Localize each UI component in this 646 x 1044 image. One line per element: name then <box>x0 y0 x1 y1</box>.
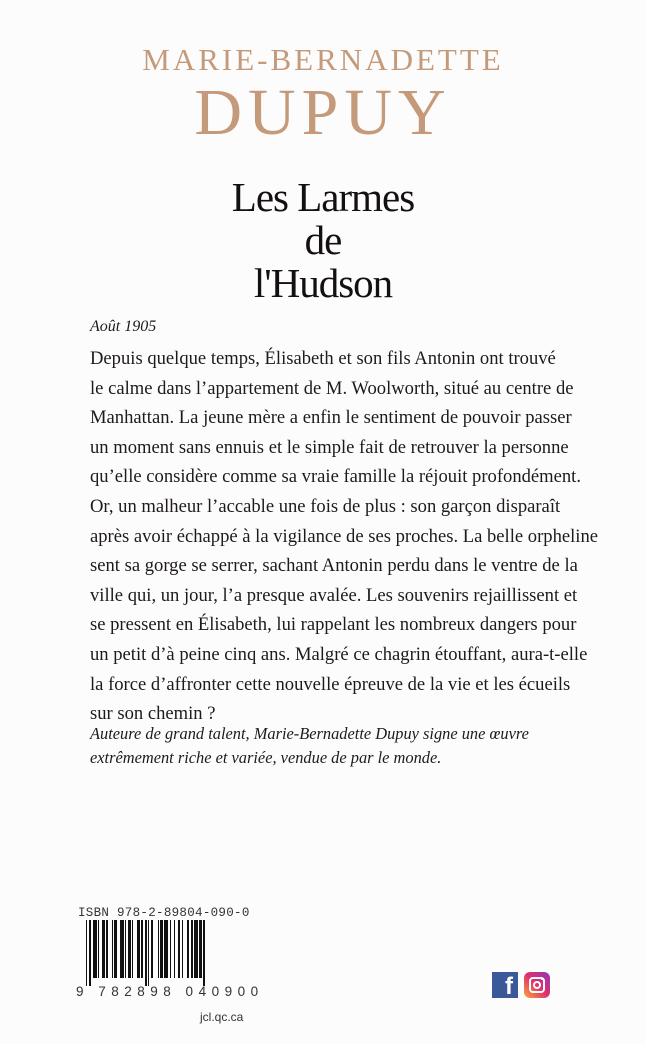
text-line: sent sa gorge se serrer, sachant Antonin perdu dans le ventre de la <box>90 555 578 577</box>
publisher-url: jcl.qc.ca <box>200 1010 244 1024</box>
isbn-label: ISBN 978-2-89804-090-0 <box>78 906 250 920</box>
barcode-bar <box>203 920 204 986</box>
synopsis-paragraph-2 <box>90 492 598 729</box>
book-title <box>0 176 646 305</box>
title-line: de <box>304 217 342 263</box>
barcode-number: 9 782898 040900 <box>76 984 264 999</box>
barcode-bar <box>141 920 142 978</box>
barcode-bar <box>199 920 202 978</box>
barcode-bar <box>112 920 113 978</box>
text-line: après avoir échappé à la vigilance de ses proches. La belle orpheline <box>90 525 598 547</box>
barcode-bar <box>187 920 188 978</box>
text-line: le calme dans l’appartement de M. Woolworth, situé au centre de <box>90 377 574 399</box>
text-line: extrêmement riche et variée, vendue de par le monde. <box>90 748 442 767</box>
barcode-bar <box>89 920 92 986</box>
barcode-bar <box>93 920 97 978</box>
barcode-bar <box>194 920 198 978</box>
barcode-bar <box>120 920 124 978</box>
barcode-bar <box>148 920 149 986</box>
barcode-bar <box>106 920 107 978</box>
text-line: un petit d’à peine cinq ans. Malgré ce chagrin étouffant, aura-t-elle <box>90 643 588 665</box>
text-line: Auteure de grand talent, Marie-Bernadette Dupuy signe une œuvre <box>90 724 529 743</box>
barcode-bar <box>174 920 175 978</box>
barcode-bar <box>178 920 181 978</box>
title-line: Les Larmes <box>231 174 415 220</box>
text-line: Or, un malheur l’accable une fois de plus : son garçon disparaît <box>90 496 561 517</box>
text-line: se pressent en Élisabeth, lui rappelant les nombreux dangers pour <box>90 614 577 636</box>
text-line: un moment sans ennuis et le simple fait de retrouver la personne <box>90 436 569 458</box>
instagram-icon <box>524 972 550 998</box>
barcode-bar <box>158 920 159 978</box>
text-line: sur son chemin ? <box>90 703 216 725</box>
title-line: l'Hudson <box>253 260 393 306</box>
synopsis-paragraph-1 <box>90 344 581 492</box>
barcode-bar <box>137 920 140 978</box>
barcode-bar <box>160 920 163 978</box>
text-line: la force d’affronter cette nouvelle épreuve de la vie et les écueils <box>90 673 571 695</box>
author-last-name: DUPUY <box>194 76 452 149</box>
facebook-icon: f <box>492 972 518 998</box>
barcode-bar <box>151 920 154 978</box>
author-blurb <box>90 722 555 770</box>
text-line: Manhattan. La jeune mère a enfin le sentiment de pouvoir passer <box>90 407 572 429</box>
barcode-bar <box>98 920 99 978</box>
story-date: Août 1905 <box>90 318 157 335</box>
barcode-bar <box>128 920 131 978</box>
barcode-bar <box>102 920 105 978</box>
barcode-bar <box>114 920 117 978</box>
barcode-bar <box>86 920 87 986</box>
barcode-bar <box>182 920 183 978</box>
author-first-name: MARIE-BERNADETTE <box>142 42 504 77</box>
text-line: Depuis quelque temps, Élisabeth et son fils Antonin ont trouvé <box>90 348 556 369</box>
barcode-bar <box>164 920 168 978</box>
barcode-bar <box>170 920 171 978</box>
text-line: qu’elle considère comme sa vraie famille la réjouit profondément. <box>90 466 581 488</box>
barcode-bar <box>125 920 126 978</box>
text-line: ville qui, un jour, l’a presque avalée. Les souvenirs rejaillissent et <box>90 584 578 606</box>
barcode-bar <box>132 920 133 978</box>
barcode <box>86 920 238 984</box>
barcode-bar <box>191 920 192 978</box>
barcode-bar <box>145 920 146 986</box>
